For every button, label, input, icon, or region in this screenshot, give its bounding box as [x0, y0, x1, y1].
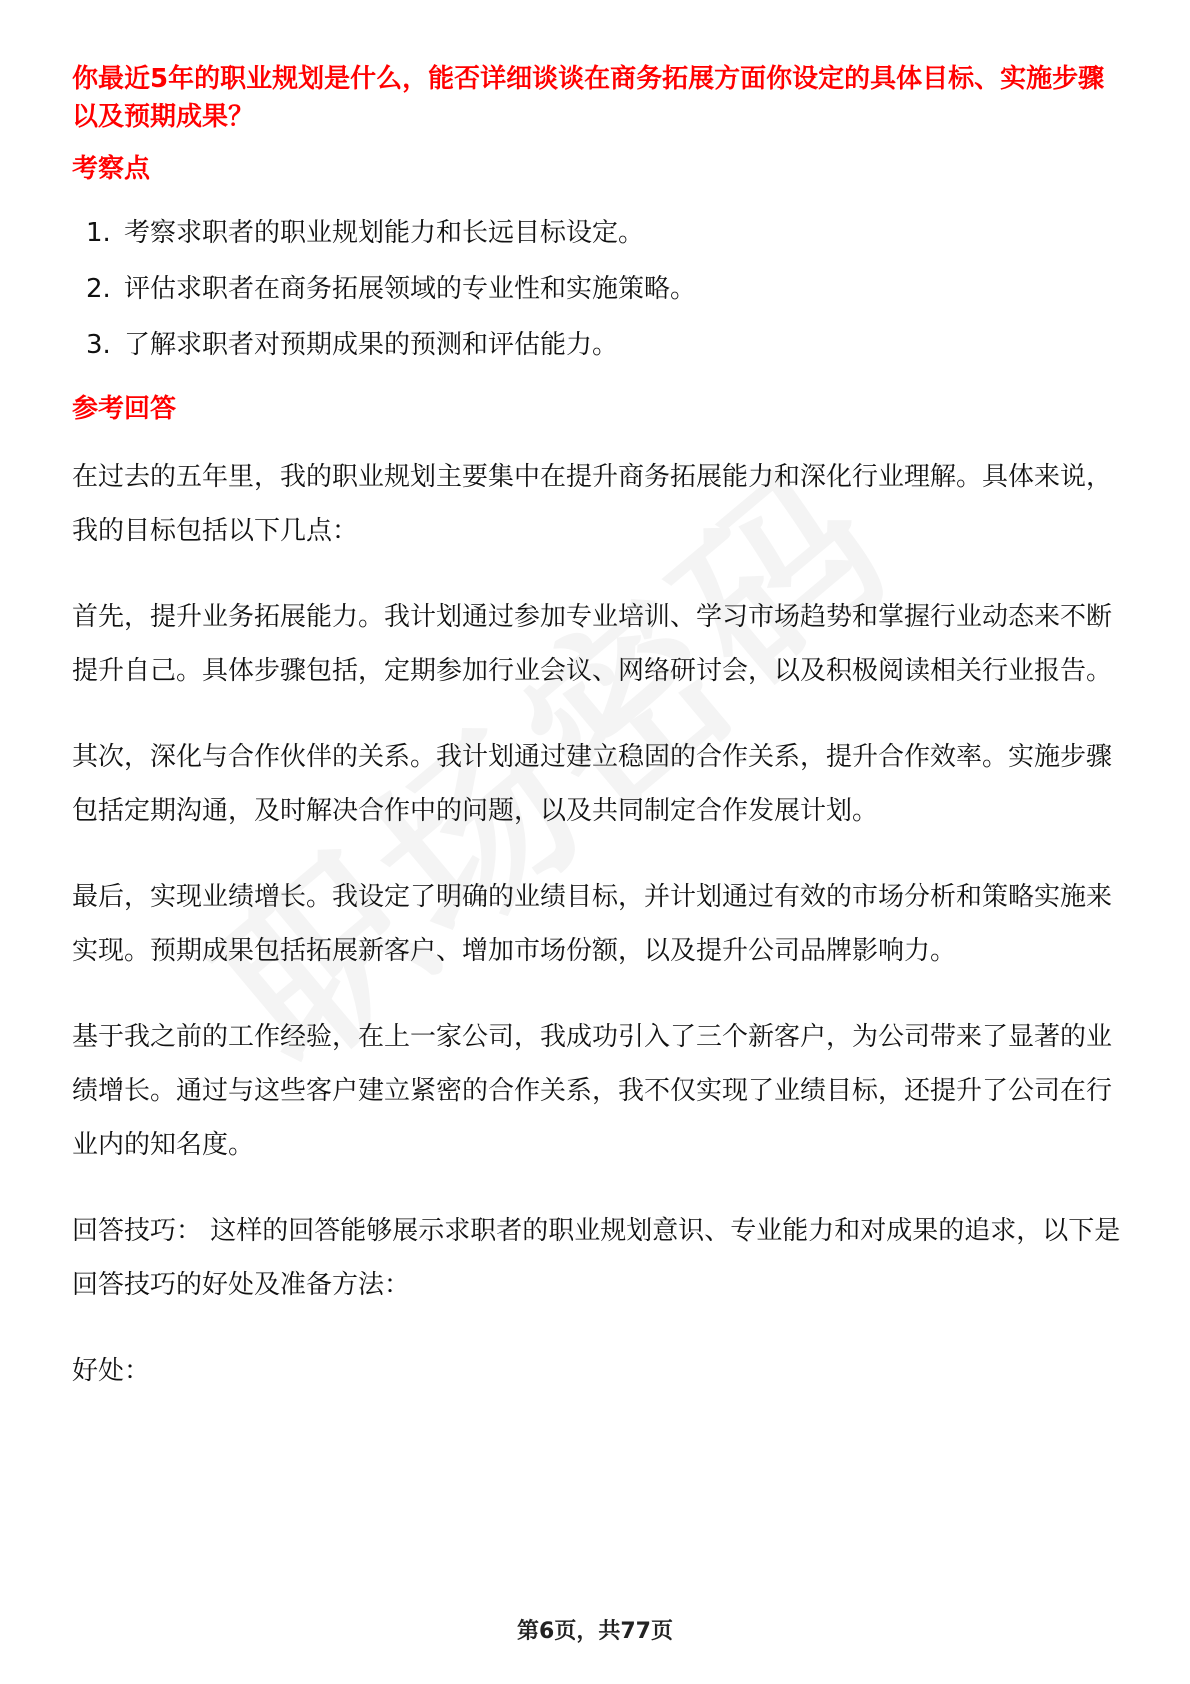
answer-paragraph: 最后，实现业绩增长。我设定了明确的业绩目标，并计划通过有效的市场分析和策略实施来实现。预期成果包括拓展新客户、增加市场份额，以及提升公司品牌影响力。: [72, 882, 1113, 966]
page-content: [72, 60, 1122, 1398]
answer-paragraph: 其次，深化与合作伙伴的关系。我计划通过建立稳固的合作关系，提升合作效率。实施步骤包括定期沟通，及时解决合作中的问题，以及共同制定合作发展计划。: [72, 742, 1113, 826]
list-item-text: 考察求职者的职业规划能力和长远目标设定。: [124, 218, 645, 248]
answer-paragraph: 基于我之前的工作经验，在上一家公司，我成功引入了三个新客户，为公司带来了显著的业绩增长。通过与这些客户建立紧密的合作关系，我不仅实现了业绩目标，还提升了公司在行业内的知名度。: [72, 1022, 1113, 1160]
answer-paragraph: 首先，提升业务拓展能力。我计划通过参加专业培训、学习市场趋势和掌握行业动态来不断提升自己。具体步骤包括，定期参加行业会议、网络研讨会，以及积极阅读相关行业报告。: [72, 602, 1113, 686]
list-item-text: 评估求职者在商务拓展领域的专业性和实施策略。: [124, 274, 697, 304]
list-item-number: 2.: [86, 274, 111, 304]
list-item: [72, 326, 1122, 364]
section-heading-answer: 参考回答: [72, 394, 177, 424]
list-item-text: 了解求职者对预期成果的预测和评估能力。: [124, 330, 619, 360]
list-item: [72, 214, 1122, 252]
answer-tips-paragraph: 回答技巧： 这样的回答能够展示求职者的职业规划意识、专业能力和对成果的追求，以下是回答技巧的好处及准备方法：: [72, 1216, 1121, 1300]
section-heading-kaocha: 考察点: [72, 154, 151, 184]
list-item-number: 1.: [86, 218, 111, 248]
answer-paragraph: 在过去的五年里，我的职业规划主要集中在提升商务拓展能力和深化行业理解。具体来说，我的目标包括以下几点：: [72, 462, 1113, 546]
page-footer: 第6页，共77页: [517, 1619, 673, 1644]
question-title: 你最近5年的职业规划是什么，能否详细谈谈在商务拓展方面你设定的具体目标、实施步骤以及预期成果？: [72, 64, 1105, 132]
list-item-number: 3.: [86, 330, 111, 360]
kaocha-list: [72, 214, 1122, 364]
benefits-label: 好处：: [72, 1356, 151, 1386]
answer-body: [72, 450, 1122, 1398]
list-item: [72, 270, 1122, 308]
